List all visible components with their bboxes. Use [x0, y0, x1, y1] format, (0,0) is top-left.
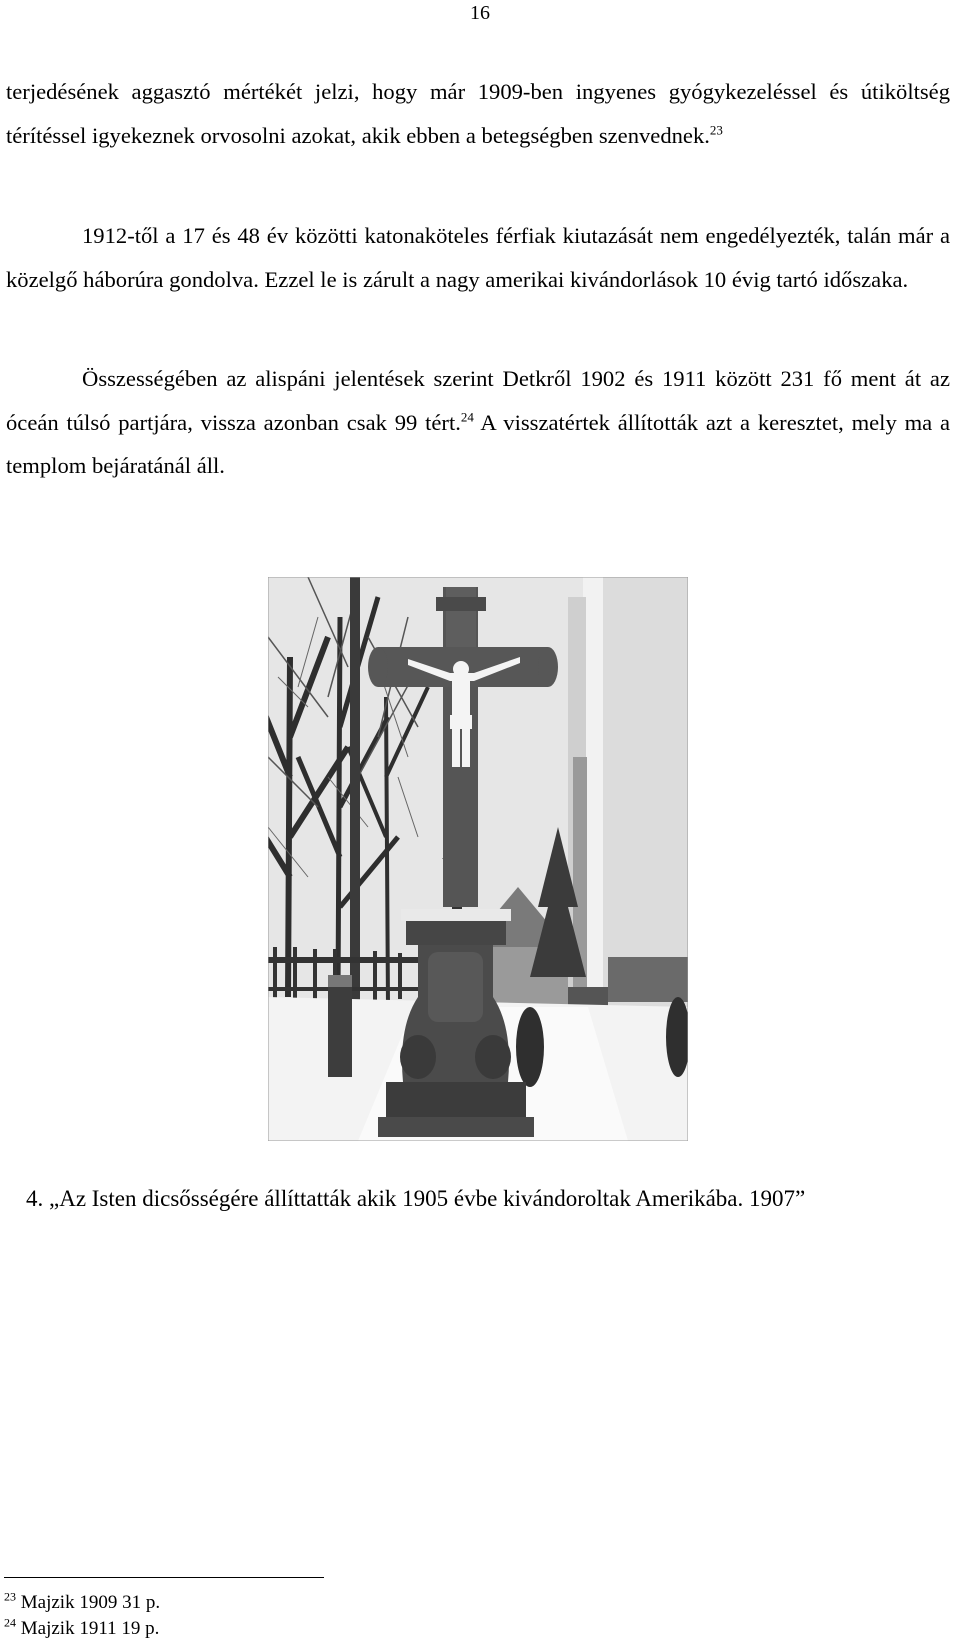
- footnote-23: [4, 1589, 161, 1614]
- paragraph-1-text: terjedésének aggasztó mértékét jelzi, hogy már 1909-ben ingyenes gyógykezeléssel és útiköltség térítéssel igyekeznek orvosolni azokat, akik ebben a betegségben szenvednek.: [6, 79, 950, 148]
- footnote-number: 23: [4, 1589, 16, 1604]
- footnote-ref-23[interactable]: 23: [709, 121, 723, 137]
- footnote-number: 24: [4, 1615, 16, 1630]
- paragraph-1: [6, 70, 950, 157]
- paragraph-3: [6, 357, 950, 488]
- footnote-text: Majzik 1909 31 p.: [20, 1592, 161, 1613]
- footnote-text: Majzik 1911 19 p.: [20, 1618, 160, 1639]
- paragraph-3-text-b: A visszatértek állították azt a keresztet, mely ma a templom bejáratánál áll.: [6, 409, 950, 478]
- footnote-24: [4, 1615, 160, 1640]
- paragraph-3-text-a: Összességében az alispáni jelentések szerint Detkről 1902 és 1911 között 231 fő ment át az óceán túlsó partjára, vissza azonban csak 99 tért.: [6, 366, 950, 435]
- paragraph-2-text: 1912-től a 17 és 48 év közötti katonaköteles férfiak kiutazását nem engedélyezték, talán már a közelgő háborúra gondolva. Ezzel le is zárult a nagy amerikai kivándorlások 10 évig tartó időszaka.: [6, 223, 950, 292]
- photo-caption: 4. „Az Isten dicsősségére állíttatták akik 1905 évbe kivándoroltak Amerikába. 1907”: [26, 1186, 806, 1211]
- stone-cross-photo: [268, 577, 688, 1141]
- footnote-separator: [4, 1577, 324, 1578]
- page-number: 16: [470, 2, 490, 24]
- paragraph-2: [6, 214, 950, 301]
- footnote-ref-24[interactable]: 24: [460, 408, 474, 424]
